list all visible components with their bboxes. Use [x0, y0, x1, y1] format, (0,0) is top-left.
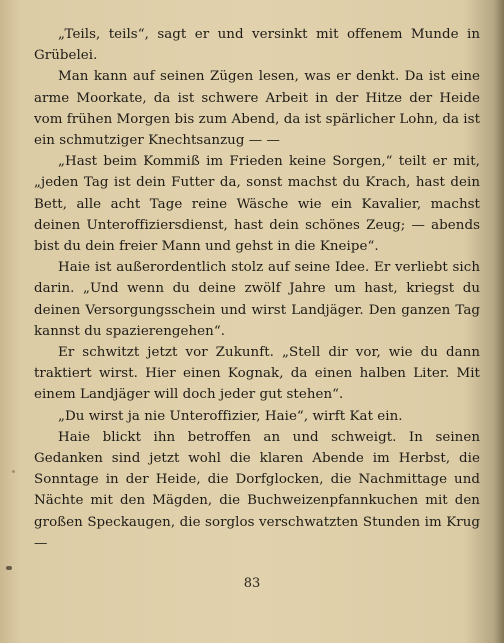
- ink-blemish: [6, 566, 12, 570]
- paragraph-7: Haie blickt ihn betroffen an und schweigt. In seinen Gedanken sind jetzt wohl die klaren Abende im Herbst, die Sonntage in der Heide, die Dorfglocken, die Nachmittage und Nächte mit den Mägden, die Buchweizenpfannkuchen mit den großen Speckaugen, die sorglos verschwatzten Stunden im Krug —: [34, 429, 480, 551]
- paragraph-1: „Teils, teils“, sagt er und versinkt mit offenem Munde in Grübelei.: [34, 27, 480, 64]
- paragraph-2: Man kann auf seinen Zügen lesen, was er denkt. Da ist eine arme Moorkate, da ist schwere Arbeit in der Hitze der Heide vom frühen Morgen bis zum Abend, da ist spärlicher Lohn, da ist ein schmutziger Knechtsanzug — —: [34, 69, 480, 149]
- paragraph-3: „Hast beim Kommiß im Frieden keine Sorgen,“ teilt er mit, „jeden Tag ist dein Futter da, sonst machst du Krach, hast dein Bett, alle acht Tage reine Wäsche wie ein Kavalier, machst deinen Unteroffiziersdienst, hast dein schönes Zeug; — abends bist du dein freier Mann und gehst in die Kneipe“.: [34, 154, 480, 255]
- paragraph-4: Haie ist außerordentlich stolz auf seine Idee. Er verliebt sich darin. „Und wenn du deine zwölf Jahre um hast, kriegst du deinen Versorgungsschein und wirst Landjäger. Den ganzen Tag kannst du spazierengehen“.: [34, 260, 480, 339]
- page-number: 83: [243, 576, 261, 591]
- body-text: [34, 24, 480, 554]
- spine-shadow: [494, 0, 504, 643]
- paragraph-5: Er schwitzt jetzt vor Zukunft. „Stell dir vor, wie du dann traktiert wirst. Hier einen Kognak, da einen halben Liter. Mit einem Landjäger will doch jeder gut stehen“.: [34, 345, 480, 403]
- paper-speck: [12, 470, 15, 473]
- paragraph-6: „Du wirst ja nie Unteroffizier, Haie“, wirft Kat ein.: [58, 408, 403, 424]
